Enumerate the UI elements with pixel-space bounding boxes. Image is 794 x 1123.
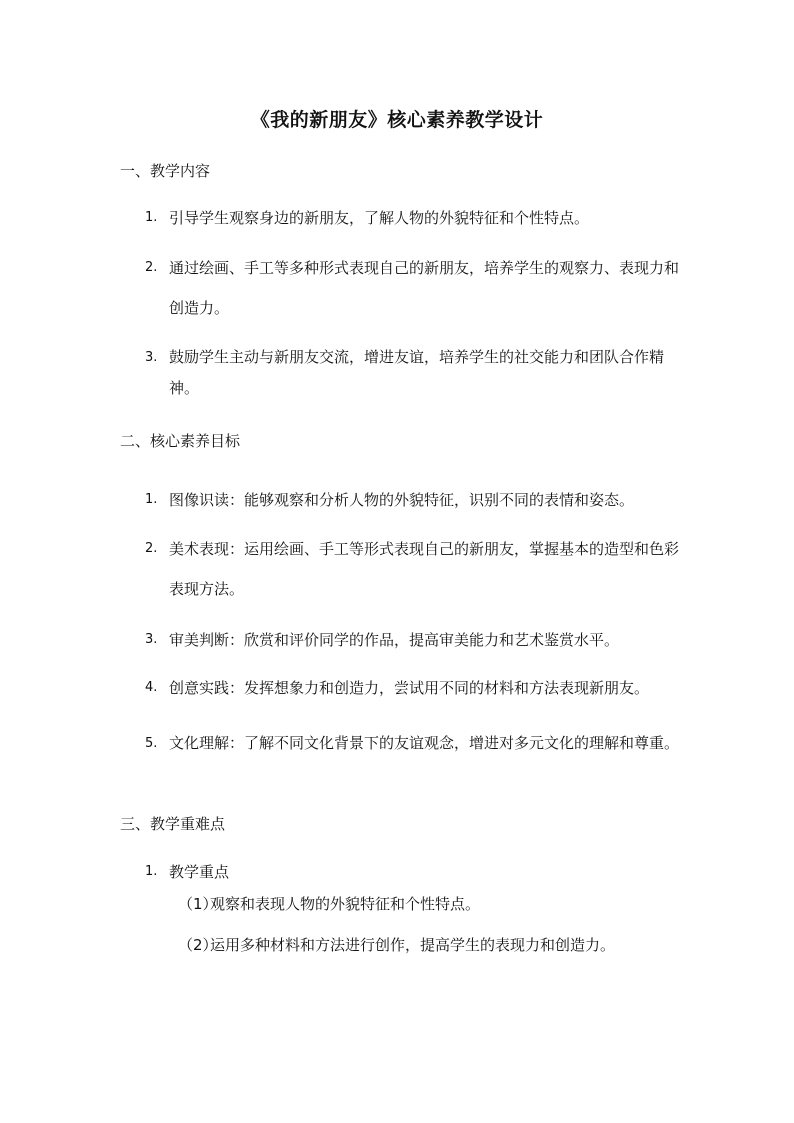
sub-item	[178, 893, 480, 914]
list-item-text: 鼓励学生主动与新朋友交流，增进友谊，培养学生的社交能力和团队合作精神。	[169, 348, 665, 397]
list-item-number: 2.	[145, 260, 158, 275]
document-title: 《我的新朋友》核心素养教学设计	[250, 109, 544, 131]
list-item-number: 1.	[145, 210, 158, 225]
list-item-number: 2.	[145, 541, 158, 556]
list-item-number: 5.	[145, 736, 158, 751]
list-item	[145, 728, 685, 759]
list-item-text: 图像识读：能够观察和分析人物的外貌特征，识别不同的表情和姿态。	[169, 491, 635, 509]
list-item	[145, 529, 685, 609]
list-item-text: 美术表现：运用绘画、手工等形式表现自己的新朋友，掌握基本的造型和色彩表现方法。	[169, 540, 680, 598]
list-item-text: 通过绘画、手工等多种形式表现自己的新朋友，培养学生的观察力、表现力和创造力。	[169, 259, 680, 317]
list-item-text: 审美判断：欣赏和评价同学的作品，提高审美能力和艺术鉴赏水平。	[169, 631, 620, 649]
list-item-number: 3.	[145, 350, 158, 365]
sub-item-text: 观察和表现人物的外貌特征和个性特点。	[210, 895, 481, 913]
list-item	[145, 198, 685, 238]
sub-item-text: 运用多种材料和方法进行创作，提高学生的表现力和创造力。	[210, 936, 616, 954]
list-item-text: 教学重点	[169, 863, 230, 881]
list-item	[145, 248, 685, 328]
list-item	[145, 480, 685, 520]
list-item	[145, 668, 685, 708]
section-heading-content: 一、教学内容	[120, 162, 211, 180]
list-item-text: 引导学生观察身边的新朋友，了解人物的外貌特征和个性特点。	[169, 209, 590, 227]
section-heading-goals: 二、核心素养目标	[120, 432, 241, 450]
list-item-number: 4.	[145, 680, 158, 695]
sub-item-number: （2）	[178, 936, 218, 954]
list-item-number: 1.	[145, 864, 158, 879]
list-item-number: 3.	[145, 632, 158, 647]
list-item	[145, 852, 685, 892]
list-item	[145, 620, 685, 660]
sub-item-number: （1）	[178, 895, 218, 913]
list-item-number: 1.	[145, 492, 158, 507]
list-item-text: 文化理解：了解不同文化背景下的友谊观念，增进对多元文化的理解和尊重。	[169, 734, 680, 752]
list-item-text: 创意实践：发挥想象力和创造力，尝试用不同的材料和方法表现新朋友。	[169, 679, 650, 697]
list-item	[145, 342, 685, 404]
sub-item	[178, 934, 615, 955]
section-heading-key-points: 三、教学重难点	[120, 815, 226, 833]
